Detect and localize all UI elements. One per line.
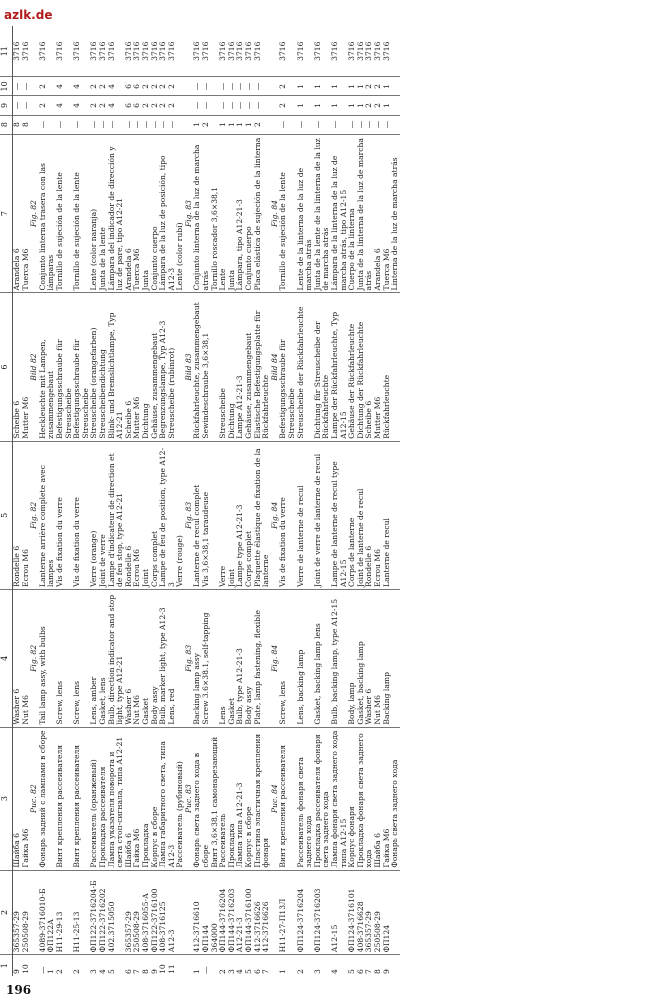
table-cell: Fig. 83 (185, 134, 194, 293)
table-cell: Befestigungsschraube für Streuscheibe (56, 293, 73, 441)
table-row (297, 26, 314, 976)
table-cell: Fig. 83 (185, 441, 194, 589)
table-cell: 3716 3716 (13, 26, 31, 77)
table-cell: Washer 6 Nut M6 (13, 589, 31, 727)
table-cell: Винт крепления рассеивателя (73, 727, 90, 870)
table-row (314, 26, 331, 976)
table-cell: 3716 3716 3716 3716 3716 (348, 26, 400, 77)
table-cell: 2 (39, 96, 56, 115)
table-cell: Befestigungsschraube für Streuscheibe (73, 293, 90, 441)
table-cell: Rückfahrleuchte, zusammengebaut Sewindeschraube 3,6×38,1 (193, 293, 219, 441)
table-row (331, 26, 348, 976)
table-cell: Fig. 82 (30, 589, 39, 727)
table-cell: ФП122-3716204-Б ФП122-3716202 402.3715050 (90, 870, 124, 955)
table-cell: 3 4 5 (89, 969, 116, 974)
table-cell: Fig. 84 (271, 441, 280, 589)
table-cell: Rondelle 6 Ecrou M6 Joint Corps complet Lampe de feu de position, type A12-3 Verre (rouge) (125, 441, 185, 589)
table-cell: 3 (312, 969, 322, 974)
site-watermark[interactable]: azlk.de (4, 8, 53, 22)
table-cell: — — (193, 96, 219, 115)
table-cell: 2 (54, 969, 64, 974)
table-cell: Heckleuchte mit Lampen, zusammengebaut (39, 293, 56, 441)
column-header: 10 (0, 77, 13, 96)
table-cell: 3716 (314, 26, 331, 77)
table-cell: Рассеиватель Прокладка Лампа типа А12-21-3 Корпус в сборе Пластина эластичная крепления фонаря (219, 727, 271, 870)
table-cell: Arandela 6 Tuerca M6 (13, 134, 31, 293)
table-cell: 412-3716610 ФП144 364000 (193, 870, 219, 955)
table-cell: Streuscheibe (orangefarben) Streuscheibendichtung Blink- und Bremslichtlampe, Typ A12-21 (90, 293, 124, 441)
table-cell: Рассеиватель (оранжевый) Прокладка рассеивателя Лампа указателя поворота и света стоп-сигнала, типа А12-21 (90, 727, 124, 870)
table-cell: Verre Joint Lampe type A12-21-3 Corps complet Plaquette élastique de fixation de la lanterne (219, 441, 271, 589)
table-row (39, 26, 56, 976)
table-cell: Streuscheibe der Rückfahrleuchte (297, 293, 314, 441)
table-cell: 4 (329, 969, 339, 974)
table-cell: Corps de lanterne Joint de lanterne de recul Rondelle 6 Ecrou M6 Lanterne de recul (348, 441, 400, 589)
table-cell: Screw, lens (279, 589, 296, 727)
table-cell: А12-15 (331, 870, 348, 955)
table-cell: Bild 82 (30, 293, 39, 441)
table-row (125, 26, 185, 976)
table-cell: Рис. 82 (30, 727, 39, 870)
table-cell: 4089-3716010-Б ФП122А (39, 870, 56, 955)
table-cell: Gasket, backing lamp lens (314, 589, 331, 727)
table-cell: Fig. 84 (271, 134, 280, 293)
table-cell: 2 (279, 96, 296, 115)
table-cell: Tornillo de sujeción de la lente (56, 134, 73, 293)
table-cell: 1 (297, 96, 314, 115)
table-cell: Vis de fixation du verre (73, 441, 90, 589)
table-cell: Lanterne de recul complet Vis 3,6×38,1 taraudeuse (193, 441, 219, 589)
column-header: 8 (0, 115, 13, 134)
table-cell: — (297, 115, 314, 134)
table-cell: Tail lamp assy, with bulbs (39, 589, 56, 727)
table-cell: Screw, lens (73, 589, 90, 727)
table-cell: Rondelle 6 Ecrou M6 (13, 441, 31, 589)
parts-table (0, 26, 400, 976)
table-cell: Scheibe 6 Mutter M6 Dichtung Gehäuse, zusammengebaut Begrenzungslampe, Typ A12-3 Streuscheibe (rubinrot) (125, 293, 185, 441)
table-cell: 4 (73, 96, 90, 115)
table-cell: 3716 3716 3716 3716 3716 (219, 26, 271, 77)
table-cell: Lente (color naranja) Junta de la lente Lámpara del indicador de dirección y luz de pare, tipo A12-21 (90, 134, 124, 293)
table-cell: Cuerpo de la linterna Junta de la linterna de la luz de marcha atrás Arandela 6 Tuerca M6 Linterna de la luz de marcha atrás (348, 134, 400, 293)
table-cell: 1 (297, 77, 314, 96)
table-cell: Рис. 84 (271, 727, 280, 870)
table-cell: 1 1 2 2 1 (348, 77, 400, 96)
column-header: 1 (0, 955, 13, 976)
table-cell: 1 1 1 1 2 (219, 115, 271, 134)
table-cell: Н11-27-П13Л (279, 870, 296, 955)
table-cell: 1 1 2 2 1 (348, 96, 400, 115)
table-cell: — (331, 115, 348, 134)
table-cell: 3716 (73, 26, 90, 77)
table-cell: Backing lamp assy Screw 3.6×38.1, self-tapping (193, 589, 219, 727)
table-cell: 1 2 (193, 115, 219, 134)
table-cell: Verre de lanterne de recul (297, 441, 314, 589)
table-cell: 2 (39, 77, 56, 96)
table-cell: Фонарь света заднего хода в сборе Винт 3,6×38,1 самонарезающий (193, 727, 219, 870)
table-row (279, 26, 296, 976)
table-cell: Fig. 84 (271, 589, 280, 727)
table-cell: Fig. 83 (185, 589, 194, 727)
table-cell: 4 (56, 77, 73, 96)
table-cell: 2 2 4 (90, 77, 124, 96)
column-header: 4 (0, 589, 13, 727)
table-row (219, 26, 271, 976)
table-cell: 2 2 4 (90, 96, 124, 115)
table-cell: Lámpara de la linterna de la luz de marcha atrás, tipo A12-15 (331, 134, 348, 293)
table-cell: ФП144-3716204 ФП144-3716203 А12-21-3 ФП144-3716100 412-3716626 412-3716626 (219, 870, 271, 955)
table-cell: — — (193, 77, 219, 96)
table-cell: 9 10 (12, 964, 30, 974)
table-cell: Washer 6 Nut M6 Gasket Body assy Bulb, marker light, type A12-3 Lens, red (125, 589, 185, 727)
column-header: 7 (0, 134, 13, 293)
table-cell: Lampe de lanterne de recul type A12-15 (331, 441, 348, 589)
table-cell: Fig. 82 (30, 441, 39, 589)
table-cell: Bulb, backing lamp, type A12-15 (331, 589, 348, 727)
table-cell: Lente Junta Lámpara, tipo A12-21-3 Conjunto cuerpo Placa elástica de sujeción de la linterna (219, 134, 271, 293)
table-cell: — (73, 115, 90, 134)
table-cell: Lanterne arrière complete avec lampes (39, 441, 56, 589)
table-cell: Vis de fixation du verre (56, 441, 73, 589)
table-cell: 3716 (56, 26, 73, 77)
table-cell: 3716 (331, 26, 348, 77)
table-cell: 6 6 2 2 2 2 (125, 96, 185, 115)
table-cell: Н11-25-13 (73, 870, 90, 955)
table-cell: Корпус фонаря Прокладка фонаря света заднего хода Шайба 6 Гайка М6 Фонарь света заднего хода (348, 727, 400, 870)
table-cell: 1 (314, 96, 331, 115)
table-cell: Шайба 6 Гайка М6 Прокладка Корпус в сборе Лампа габаритного света, типа А12-3 Рассеиватель (рубиновый) (125, 727, 185, 870)
table-body (13, 26, 400, 976)
table-cell: 5 6 7 8 9 (347, 969, 391, 974)
table-cell: 365357-29 250508-29 (13, 870, 31, 955)
table-cell: Verre (orange) Joint de verre Lampe d'indicateur de direction et de feu stop, type A12-21 (90, 441, 124, 589)
table-cell: 1 (331, 96, 348, 115)
table-cell: Befestigungsschraube für Streuscheibe (279, 293, 296, 441)
table-cell: ФП124-3716203 (314, 870, 331, 955)
table-cell: Scheibe 6 Mutter M6 (13, 293, 31, 441)
table-cell: 2 (295, 969, 305, 974)
table-cell: — — — — — (348, 115, 400, 134)
table-cell: Bild 83 (185, 293, 194, 441)
table-cell: 2 3 4 5 6 7 (218, 969, 271, 974)
table-cell: 8 8 (13, 115, 31, 134)
column-header-row (0, 26, 13, 976)
table-cell: Arandela 6 Tuerca M6 Junta Conjunto cuerpo Lámpara de la luz de posición, tipo A12-3 Lente (color rubí) (125, 134, 185, 293)
parts-catalog-table (0, 26, 617, 976)
column-header: 11 (0, 26, 13, 77)
table-cell: 1 (278, 969, 288, 974)
table-cell: Gehäuse der Rückfahrleuchte Dichtung der Rückfahrleuchte Scheibe 6 Mutter M6 Rückfahrleuchte (348, 293, 400, 441)
table-cell: Lens, backing lamp (297, 589, 314, 727)
table-cell: Lente de la linterna de la luz de marcha atrás (297, 134, 314, 293)
table-cell: 3716 3716 (193, 26, 219, 77)
table-cell: Dichtung für Streuscheibe der Rückfahrleuchte (314, 293, 331, 441)
table-cell: Vis de fixation du verre (279, 441, 296, 589)
table-cell: — (56, 115, 73, 134)
table-cell: — — — — — (219, 96, 271, 115)
column-header: 3 (0, 727, 13, 870)
table-cell: 3716 (297, 26, 314, 77)
table-cell: Н11-29-13 (56, 870, 73, 955)
table-cell: Bild 84 (271, 293, 280, 441)
table-cell: 1 (314, 77, 331, 96)
table-cell: 3716 3716 3716 3716 3716 3716 (125, 26, 185, 77)
page-number: 196 (6, 983, 32, 997)
table-cell: Лампа фонаря света заднего хода типа А12-15 (331, 727, 348, 870)
table-cell: Joint de verre de lanterne de recul (314, 441, 331, 589)
table-cell: 1 (331, 77, 348, 96)
column-header: 9 (0, 96, 13, 115)
column-header: 6 (0, 293, 13, 441)
table-cell: Conjunto linterna de la luz de marcha atrás Tornillo roscador 3,6×38,1 (193, 134, 219, 293)
table-cell: — (314, 115, 331, 134)
table-cell: — — (13, 96, 31, 115)
table-cell: 4 (73, 77, 90, 96)
table-row (90, 26, 124, 976)
table-cell: — — — (90, 115, 124, 134)
table-cell: 1 — (192, 966, 211, 974)
table-cell: Lens Gasket Bulb, type A12-21-3 Body assy Plate, lamp fastening, flexible (219, 589, 271, 727)
table-cell: Шайба 6 Гайка М6 (13, 727, 31, 870)
table-cell: 365357-29 250508-29 408-3716055-А ФП122-3716100 408-3716125 А12-3 (125, 870, 185, 955)
table-row (13, 26, 31, 976)
table-cell: — (39, 115, 56, 134)
table-row (73, 26, 90, 976)
table-row (193, 26, 219, 976)
table-cell: Fig. 82 (30, 134, 39, 293)
table-cell: Фонарь задний с лампами в сборе (39, 727, 56, 870)
table-cell: Conjunto linterna trasera con las lámparas (39, 134, 56, 293)
table-cell: 3716 (39, 26, 56, 77)
table-cell: — — — — — — (125, 115, 185, 134)
table-cell: 6 6 2 2 2 2 (125, 77, 185, 96)
table-cell: — — (13, 77, 31, 96)
table-cell: Screw, lens (56, 589, 73, 727)
table-cell: — 1 (37, 966, 56, 974)
table-cell: Винт крепления рассеивателя (56, 727, 73, 870)
table-cell: 2 (72, 969, 82, 974)
table-cell: Junta de la lente de la linterna de la luz de marcha atrás (314, 134, 331, 293)
table-cell: Tornillo de sujeción de la lente (73, 134, 90, 293)
table-cell: Рассеиватель фонаря света заднего хода (297, 727, 314, 870)
table-cell: 3716 (279, 26, 296, 77)
table-row (56, 26, 73, 976)
table-cell: Body, lamp Gasket, backing lamp Washer 6 Nut M6 Backing lamp (348, 589, 400, 727)
table-cell: ФП124-3716101 408-3716628 365357-29 250508-29 ФП124 (348, 870, 400, 955)
table-cell: Lens, amber Gasket, lens Bulb, direction indicator and stop light, type A12-21 (90, 589, 124, 727)
table-cell: 6 7 8 9 10 11 (123, 964, 176, 974)
table-cell: — (279, 115, 296, 134)
table-cell: Lampe der Rückfahrleuchte, Typ A12-15 (331, 293, 348, 441)
table-cell: Винт крепления рассеивателя (279, 727, 296, 870)
table-cell: — — — — — (219, 77, 271, 96)
table-row (348, 26, 400, 976)
table-cell: Streuscheibe Dichtung Lampe A12-21-3 Gehäuse, zusammengebaut Elastische Befestigungsplatte für Rückfahrleuchte (219, 293, 271, 441)
table-cell: Прокладка рассеивателя фонаря света заднего хода (314, 727, 331, 870)
table-cell: 2 (279, 77, 296, 96)
column-header: 2 (0, 870, 13, 955)
table-cell: 3716 3716 3716 (90, 26, 124, 77)
table-cell: Рис. 83 (185, 727, 194, 870)
table-cell: 4 (56, 96, 73, 115)
table-cell: ФП124-3716204 (297, 870, 314, 955)
table-cell: Tornillo de sujeción de la lente (279, 134, 296, 293)
column-header: 5 (0, 441, 13, 589)
